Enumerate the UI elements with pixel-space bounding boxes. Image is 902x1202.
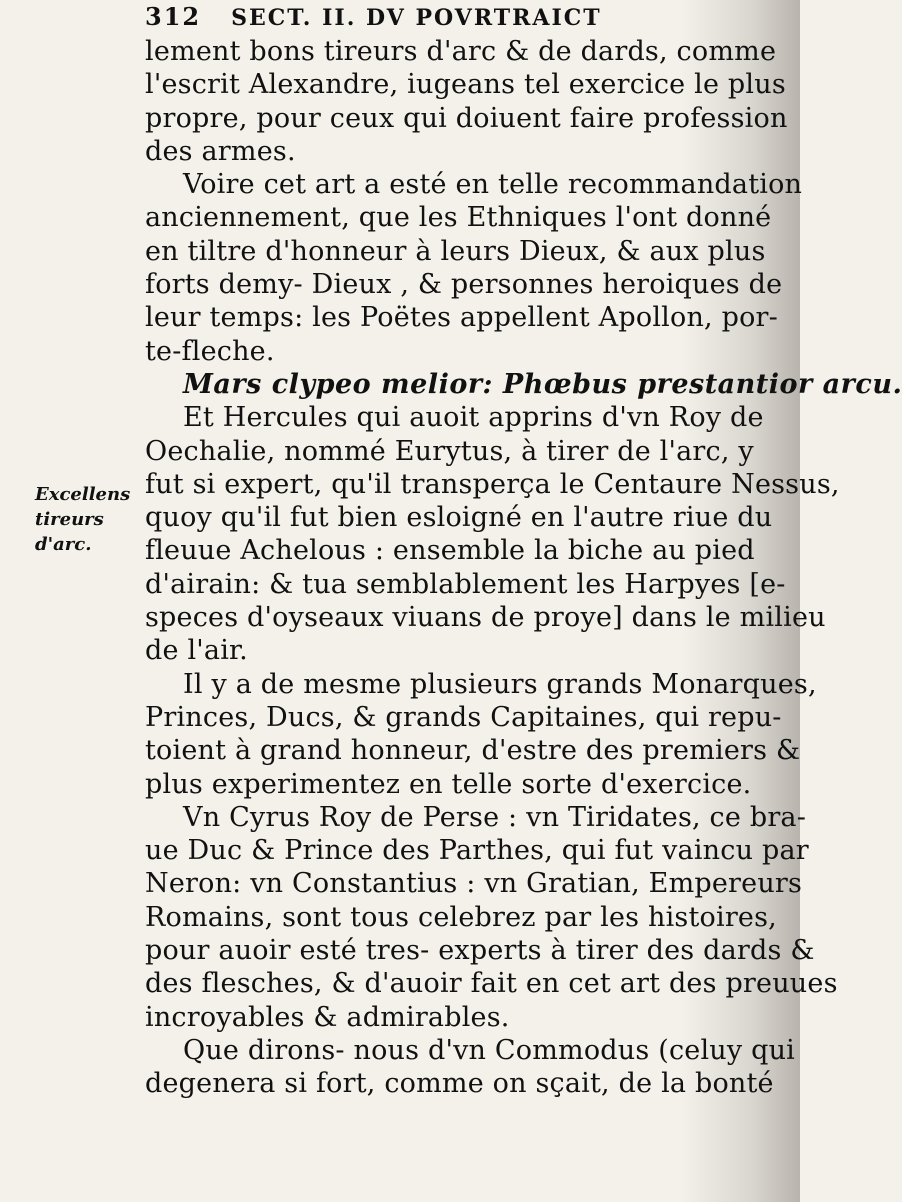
text-line: lement bons tireurs d'arc & de dards, comme <box>145 36 777 67</box>
text-line: toient à grand honneur, d'estre des premiers & <box>145 735 801 767</box>
latin-quote-line: Mars clypeo melior: Phœbus prestantior arcu. <box>183 368 902 400</box>
text-line: fleuue Achelous : ensemble la biche au pied <box>145 535 755 567</box>
page-header <box>145 2 745 38</box>
text-line: degenera si fort, comme on sçait, de la bonté <box>145 1068 774 1100</box>
text-line: de l'air. <box>145 635 248 667</box>
text-line: quoy qu'il fut bien esloigné en l'autre riue du <box>145 502 773 534</box>
text-line: Neron: vn Constantius : vn Gratian, Empereurs <box>145 868 803 900</box>
paragraph-start-line: Vn Cyrus Roy de Perse : vn Tiridates, ce bra- <box>183 801 807 833</box>
margin-note-line: d'arc. <box>35 534 92 555</box>
text-line: pour auoir esté tres- experts à tirer des dards & <box>145 935 815 967</box>
page-number: 312 <box>145 2 202 31</box>
paragraph-start-line: Il y a de mesme plusieurs grands Monarques, <box>183 668 817 700</box>
paragraph-start-line: Voire cet art a esté en telle recommandation <box>183 169 803 201</box>
paragraph-start-line: Et Hercules qui auoit apprins d'vn Roy de <box>183 402 764 434</box>
paragraph-start-line: Que dirons- nous d'vn Commodus (celuy qui <box>183 1034 796 1066</box>
text-line: speces d'oyseaux viuans de proye] dans le milieu <box>145 602 826 634</box>
text-line: d'airain: & tua semblablement les Harpyes [e- <box>145 568 786 600</box>
text-line: des armes. <box>145 135 296 167</box>
text-line: des flesches, & d'auoir fait en cet art des preuues <box>145 968 838 1000</box>
text-line: fut si expert, qu'il transperça le Centaure Nessus, <box>145 468 840 500</box>
text-line: ue Duc & Prince des Parthes, qui fut vaincu par <box>145 835 809 867</box>
text-line: Princes, Ducs, & grands Capitaines, qui repu- <box>145 701 782 733</box>
body-text <box>145 35 902 1101</box>
margin-note-line: tireurs <box>35 509 104 530</box>
running-title: SECT. II. DV POVRTRAICT <box>231 5 602 31</box>
margin-note <box>35 482 145 557</box>
text-line: te-fleche. <box>145 335 275 367</box>
margin-note-line: Excellens <box>35 484 131 505</box>
text-line: forts demy- Dieux , & personnes heroiques de <box>145 269 783 301</box>
text-line: plus experimentez en telle sorte d'exercice. <box>145 768 752 800</box>
text-line: Oechalie, nommé Eurytus, à tirer de l'arc, y <box>145 435 754 467</box>
text-line: en tiltre d'honneur à leurs Dieux, & aux plus <box>145 235 766 267</box>
text-line: Romains, sont tous celebrez par les histoires, <box>145 901 777 933</box>
text-line: propre, pour ceux qui doiuent faire profession <box>145 102 788 134</box>
text-line: leur temps: les Poëtes appellent Apollon, por- <box>145 302 778 334</box>
text-line: anciennement, que les Ethniques l'ont donné <box>145 202 772 234</box>
text-line: l'escrit Alexandre, iugeans tel exercice le plus <box>145 69 786 101</box>
text-line: incroyables & admirables. <box>145 1001 510 1033</box>
